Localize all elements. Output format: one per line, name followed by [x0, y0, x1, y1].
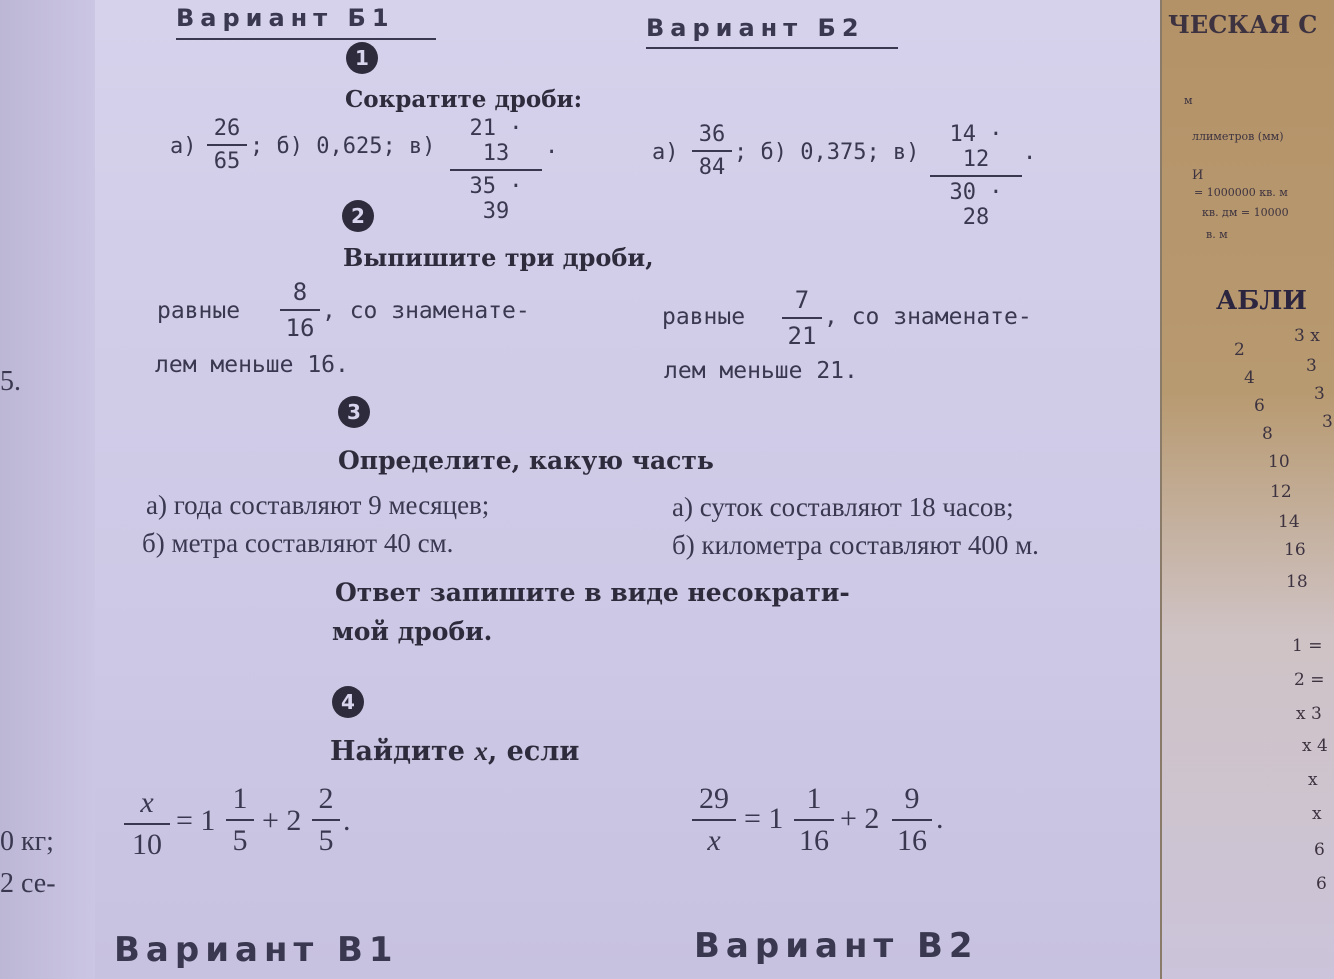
margin-kg: 0 кг;: [0, 826, 54, 857]
task-2-b1-post: , со знаменате-: [322, 298, 530, 324]
book-cell: 3: [1314, 384, 1325, 404]
fraction-bar: [207, 144, 247, 146]
task-2-number-badge: 2: [342, 200, 374, 232]
book-cell: х 3: [1296, 704, 1322, 724]
numerator: 9: [904, 782, 920, 815]
denominator: 16: [285, 314, 315, 342]
denominator: 10: [132, 828, 162, 861]
variant-b1-underline: [176, 38, 436, 40]
book-line: м: [1184, 94, 1193, 107]
margin-mark: 5.: [0, 366, 21, 397]
task-1-b1-end: .: [545, 134, 559, 159]
book-cell: 12: [1270, 482, 1292, 502]
fraction-bar: [280, 309, 320, 311]
book-cell: 6: [1314, 840, 1325, 860]
denominator: 65: [213, 149, 241, 174]
book-line: ллиметров (мм): [1192, 130, 1284, 143]
numerator: 8: [292, 278, 308, 306]
fraction-bar: [892, 819, 932, 821]
task-2-b2-line2: лем меньше 21.: [664, 358, 858, 384]
task-1-b1-fraction-c: [450, 116, 542, 224]
variant-c2-header: Вариант В2: [694, 926, 979, 966]
fraction-bar: [692, 150, 732, 152]
variant-b2-header: Вариант Б2: [646, 14, 865, 42]
book-cell: х: [1308, 770, 1318, 790]
task-2-b2-post: , со знаменате-: [824, 304, 1032, 330]
numerator: 1: [806, 782, 822, 815]
task-3-b2-b: б) километра составляют 400 м.: [672, 530, 1039, 560]
adjacent-book-page: [1160, 0, 1334, 979]
numerator: 2: [318, 782, 334, 815]
fraction-bar: [930, 175, 1022, 177]
task-3-instruction: Определите, какую часть: [338, 446, 714, 475]
fraction-bar: [312, 819, 340, 821]
numerator: 1: [232, 782, 248, 815]
book-cell: 1 =: [1292, 636, 1323, 656]
task-2-b1-pre: равные: [157, 298, 241, 324]
variant-b2-underline: [646, 47, 898, 49]
task-2-b1-line2: лем меньше 16.: [155, 352, 349, 378]
numerator: 36: [698, 122, 726, 147]
instruction-pre: Найдите: [330, 736, 465, 767]
task-4-b2-lhs-fraction: [692, 782, 736, 858]
task-1-b2-end: .: [1023, 140, 1037, 165]
fraction-bar: [692, 819, 736, 821]
book-table-title: АБЛИ: [1216, 286, 1307, 316]
task-4-b1-fraction-2: [312, 782, 340, 858]
numerator: 21 · 13: [469, 116, 523, 166]
task-4-b2-fraction-2: [892, 782, 932, 858]
book-cell: 6: [1254, 396, 1265, 416]
denominator: 16: [897, 824, 927, 857]
task-1-b1-a-label: а): [170, 134, 197, 159]
task-1-b2-fraction-a: [692, 122, 732, 180]
task-4-b2-plus: + 2: [840, 802, 880, 835]
denominator: 5: [232, 824, 248, 857]
book-cell: 3: [1322, 412, 1333, 432]
task-1-instruction: Сократите дроби:: [345, 86, 583, 113]
fraction-bar: [782, 317, 822, 319]
task-4-b1-fraction-1: [226, 782, 254, 858]
task-4-number-badge: 4: [332, 686, 364, 718]
denominator: 16: [799, 824, 829, 857]
task-4-b1-lhs-fraction: [124, 786, 170, 862]
task-4-b1-equals: = 1: [176, 804, 216, 837]
denominator: 21: [787, 322, 817, 350]
denominator: 84: [698, 155, 726, 180]
numerator: 7: [794, 286, 810, 314]
book-cell: 2 =: [1294, 670, 1325, 690]
task-4-b1-plus: + 2: [262, 804, 302, 837]
book-line: кв. дм = 10000: [1202, 206, 1289, 219]
task-2-b1-fraction: [280, 278, 320, 342]
book-line: И: [1192, 168, 1204, 183]
task-4-b2-equals: = 1: [744, 802, 784, 835]
book-cell: 6: [1316, 874, 1327, 894]
task-4-instruction: [330, 736, 579, 767]
book-line: в. м: [1206, 228, 1228, 241]
book-cell: 3: [1306, 356, 1317, 376]
fraction-bar: [450, 169, 542, 171]
task-4-b1-end: .: [343, 804, 351, 837]
instruction-variable: x: [474, 736, 488, 766]
book-cell: 8: [1262, 424, 1273, 444]
task-3-note-line1: Ответ запишите в виде несократи-: [335, 578, 850, 607]
task-4-b2-fraction-1: [794, 782, 834, 858]
task-1-b2-a-label: а): [652, 140, 679, 165]
instruction-post: , если: [487, 736, 580, 767]
numerator: 26: [213, 116, 241, 141]
denominator: 35 · 39: [469, 174, 523, 224]
numerator: 29: [699, 782, 729, 815]
numerator: x: [140, 786, 154, 819]
task-3-b2-a: а) суток составляют 18 часов;: [672, 492, 1014, 522]
task-2-instruction: Выпишите три дроби,: [343, 243, 654, 272]
task-2-b2-pre: равные: [662, 304, 746, 330]
task-3-b1-b: б) метра составляют 40 см.: [142, 528, 454, 558]
numerator: 14 · 12: [949, 122, 1003, 172]
task-3-note-line2: мой дроби.: [332, 617, 493, 646]
book-cell: 16: [1284, 540, 1306, 560]
denominator: 30 · 28: [949, 180, 1003, 230]
denominator: x: [707, 824, 721, 857]
book-cell: 14: [1278, 512, 1300, 532]
task-2-b2-fraction: [782, 286, 822, 350]
task-3-b1-a: а) года составляют 9 месяцев;: [146, 490, 490, 520]
book-cell: х: [1312, 804, 1322, 824]
book-cell: 2: [1234, 340, 1245, 360]
book-title: ЧЕСКАЯ С: [1168, 10, 1318, 39]
fraction-bar: [794, 819, 834, 821]
task-3-number-badge: 3: [338, 396, 370, 428]
variant-b1-header: Вариант Б1: [176, 4, 395, 32]
fraction-bar: [226, 819, 254, 821]
denominator: 5: [318, 824, 334, 857]
variant-c1-header: Вариант В1: [114, 930, 399, 970]
book-line: = 1000000 кв. м: [1194, 186, 1288, 199]
book-cell: 10: [1268, 452, 1290, 472]
task-1-number-badge: 1: [346, 42, 378, 74]
margin-se: 2 се-: [0, 868, 56, 899]
book-cell: 18: [1286, 572, 1308, 592]
book-cell: х 4: [1302, 736, 1328, 756]
fraction-bar: [124, 823, 170, 825]
task-1-b1-fraction-a: [207, 116, 247, 174]
task-1-b2-middle: ; б) 0,375; в): [734, 140, 920, 165]
task-1-b1-middle: ; б) 0,625; в): [250, 134, 436, 159]
task-4-b2-end: .: [936, 802, 944, 835]
task-1-b2-fraction-c: [930, 122, 1022, 230]
book-cell: 4: [1244, 368, 1255, 388]
book-cell: 3 х: [1294, 326, 1320, 346]
